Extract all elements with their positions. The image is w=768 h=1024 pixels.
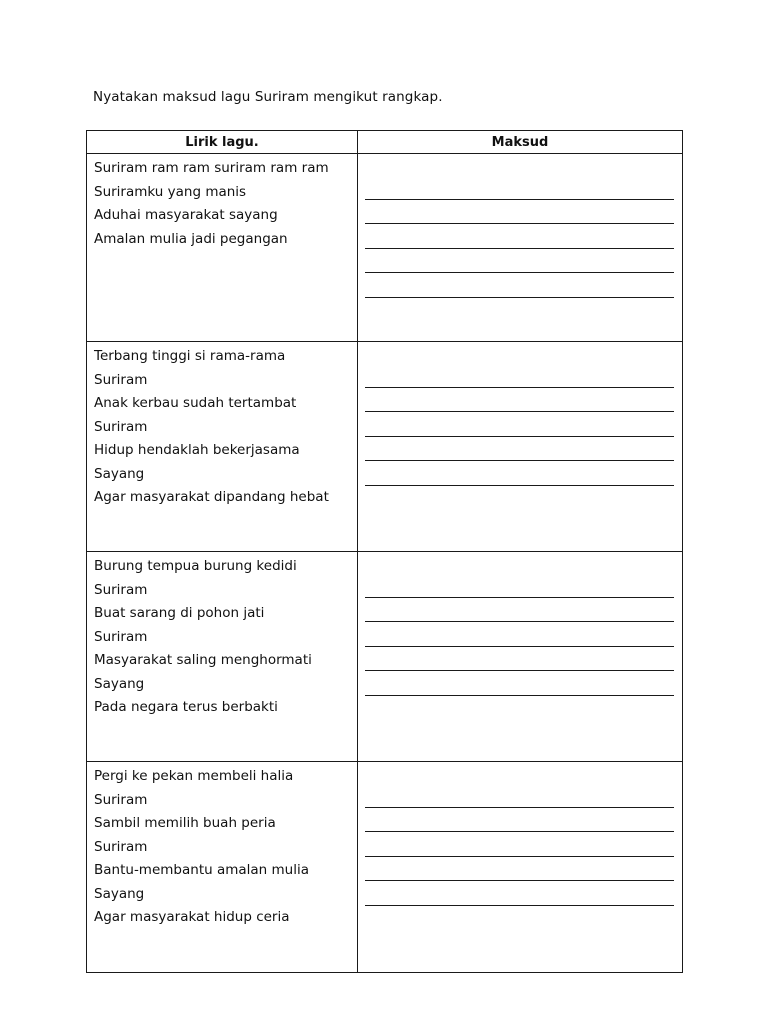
lyric-line: Suriram [94,581,148,598]
lyric-line: Amalan mulia jadi pegangan [94,230,288,247]
lyric-line: Aduhai masyarakat sayang [94,207,278,223]
lyric-line: Buat sarang di pohon jati [94,605,265,621]
lyrics-cell [87,154,358,342]
lyric-line: Suriram [94,791,148,808]
lyrics-cell [87,552,358,762]
answer-blank-line[interactable] [365,625,674,647]
lyric-line: Suriram [94,371,148,388]
answer-blank-line[interactable] [365,576,674,598]
answer-blank-line[interactable] [365,811,674,833]
answer-blank-line[interactable] [365,391,674,413]
meaning-answer-cell [358,154,683,342]
lyric-line: Bantu-membantu amalan mulia [94,862,310,878]
lyric-line: Sambil memilih buah peria [94,815,276,831]
answer-blank-line[interactable] [365,674,674,696]
lyric-line: Suriram [94,838,148,855]
lyric-line: Terbang tinggi si rama-rama [94,348,286,364]
lyric-line: Burung tempua burung kedidi [94,558,297,574]
answer-blank-line[interactable] [365,415,674,437]
answer-blank-line[interactable] [365,440,674,462]
answer-blank-line[interactable] [365,227,674,249]
answer-blank-line[interactable] [365,884,674,906]
answer-blank-line[interactable] [365,786,674,808]
answer-blank-line[interactable] [365,860,674,882]
stanza-row [87,342,683,552]
table-header-row [87,131,683,154]
meaning-answer-cell [358,762,683,973]
lyric-line: Agar masyarakat hidup ceria [94,909,290,925]
lyric-line: Suriramku yang manis [94,183,247,200]
lyrics-cell [87,342,358,552]
answer-blank-line[interactable] [365,276,674,298]
meaning-answer-cell [358,342,683,552]
lyrics-cell [87,762,358,973]
lyric-line: Suriram [94,418,148,435]
lyric-line: Suriram ram ram suriram ram ram [94,160,329,176]
lyric-line: Sayang [94,675,145,692]
stanza-row [87,552,683,762]
lyric-line: Anak kerbau sudah tertambat [94,395,297,411]
answer-blank-line[interactable] [365,835,674,857]
lyric-line: Sayang [94,465,145,482]
answer-blank-line[interactable] [365,464,674,486]
lyric-line: Masyarakat saling menghormati [94,652,312,668]
stanza-row [87,762,683,973]
stanza-row [87,154,683,342]
answer-blank-line[interactable] [365,178,674,200]
answer-blank-line[interactable] [365,252,674,274]
lyric-line: Hidup hendaklah bekerjasama [94,442,300,458]
answer-blank-line[interactable] [365,366,674,388]
lyric-line: Pada negara terus berbakti [94,699,278,715]
answer-blank-line[interactable] [365,601,674,623]
lyric-line: Agar masyarakat dipandang hebat [94,489,329,505]
meaning-column-header: Maksud [358,131,683,154]
lyric-line: Suriram [94,628,148,645]
answer-blank-line[interactable] [365,650,674,672]
lyrics-column-header: Lirik lagu. [87,131,358,154]
meaning-answer-cell [358,552,683,762]
lyrics-meaning-table [86,130,683,973]
answer-blank-line[interactable] [365,203,674,225]
lyric-line: Sayang [94,885,145,902]
lyric-line: Pergi ke pekan membeli halia [94,768,294,784]
instruction-text: Nyatakan maksud lagu Suriram mengikut rangkap. [93,89,443,105]
